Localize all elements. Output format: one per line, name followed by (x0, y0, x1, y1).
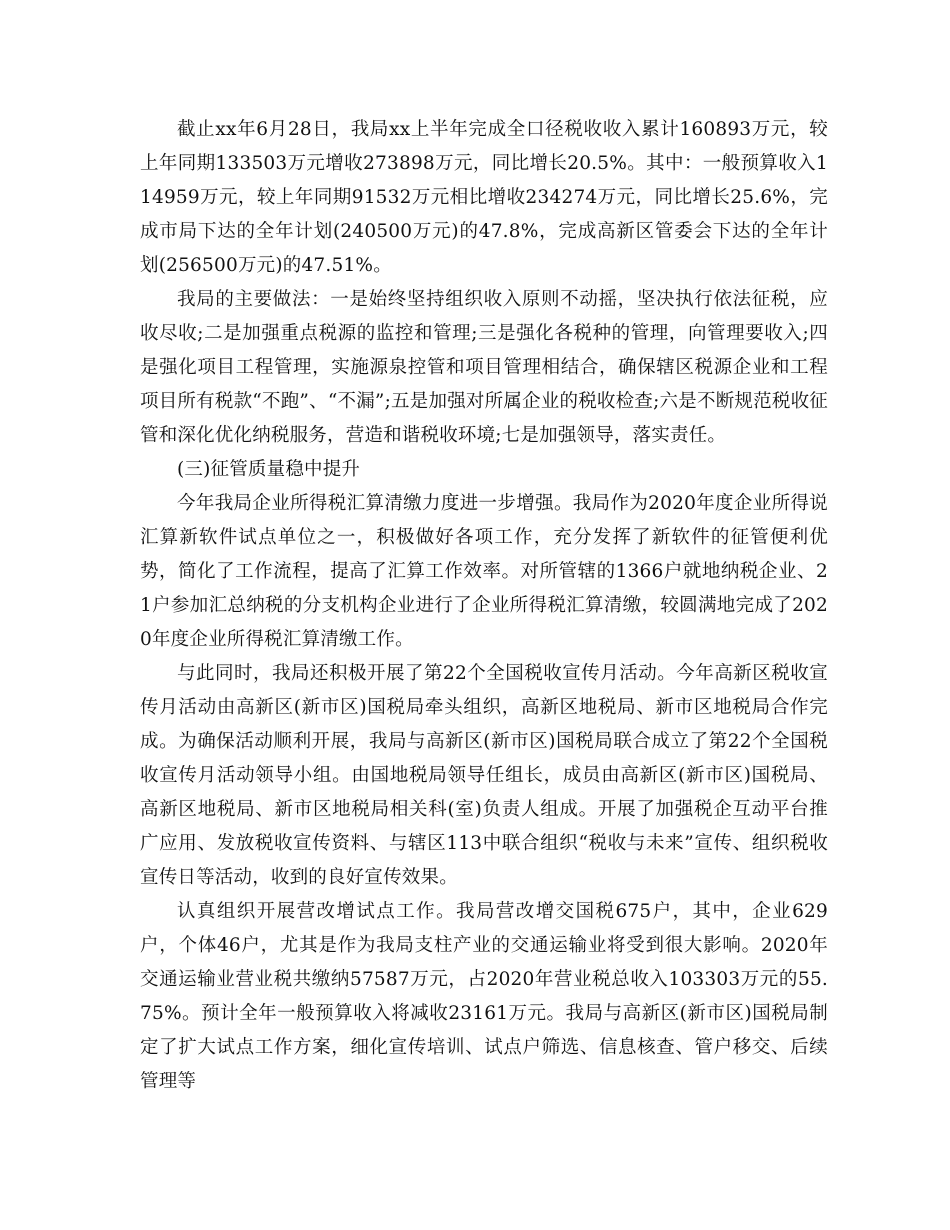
paragraph-main-measures: 我局的主要做法：一是始终坚持组织收入原则不动摇，坚决执行依法征税，应收尽收;二是加强重点税源的监控和管理;三是强化各税种的管理，向管理要收入;四是强化项目工程管理，实施源泉控管和项目管理相结合，确保辖区税源企业和工程项目所有税款“不跑”、“不漏”;五是加强对所属企业的税收检查;六是不断规范税收征管和深化优化纳税服务，营造和谐税收环境;七是加强领导，落实责任。 (140, 289, 828, 446)
paragraph-tax-publicity-month: 与此同时，我局还积极开展了第22个全国税收宣传月活动。今年高新区税收宣传月活动由高新区(新市区)国税局牵头组织，高新区地税局、新市区地税局合作完成。为确保活动顺利开展，我局与高新区(新市区)国税局联合成立了第22个全国税收宣传月活动领导小组。由国地税局领导任组长，成员由高新区(新市区)国税局、高新区地税局、新市区地税局相关科(室)负责人组成。开展了加强税企互动平台推广应用、发放税收宣传资料、与辖区113中联合组织“税收与未来”宣传、组织税收宣传日等活动，收到的良好宣传效果。 (140, 663, 828, 888)
document-body (140, 113, 828, 1099)
section-heading: (三)征管质量稳中提升 (177, 459, 361, 480)
paragraph-vat-reform: 认真组织开展营改增试点工作。我局营改增交国税675户，其中，企业629户，个体46户，尤其是作为我局支柱产业的交通运输业将受到很大影响。2020年交通运输业营业税共缴纳57587万元，占2020年营业税总收入103303万元的55.75%。预计全年一般预算收入将减收23161万元。我局与高新区(新市区)国税局制定了扩大试点工作方案，细化宣传培训、试点户筛选、信息核查、管户移交、后续管理等 (140, 901, 828, 1092)
paragraph-income-tax-settlement: 今年我局企业所得税汇算清缴力度进一步增强。我局作为2020年度企业所得说汇算新软件试点单位之一，积极做好各项工作，充分发挥了新软件的征管便利优势，简化了工作流程，提高了汇算工作效率。对所管辖的1366户就地纳税企业、21户参加汇总纳税的分支机构企业进行了企业所得税汇算清缴，较圆满地完成了2020年度企业所得税汇算清缴工作。 (140, 493, 828, 650)
paragraph-revenue-summary: 截止xx年6月28日，我局xx上半年完成全口径税收收入累计160893万元，较上年同期133503万元增收273898万元，同比增长20.5%。其中：一般预算收入114959万元，较上年同期91532万元相比增收234274万元，同比增长25.6%，完成市局下达的全年计划(240500万元)的47.8%，完成高新区管委会下达的全年计划(256500万元)的47.51%。 (140, 119, 828, 276)
